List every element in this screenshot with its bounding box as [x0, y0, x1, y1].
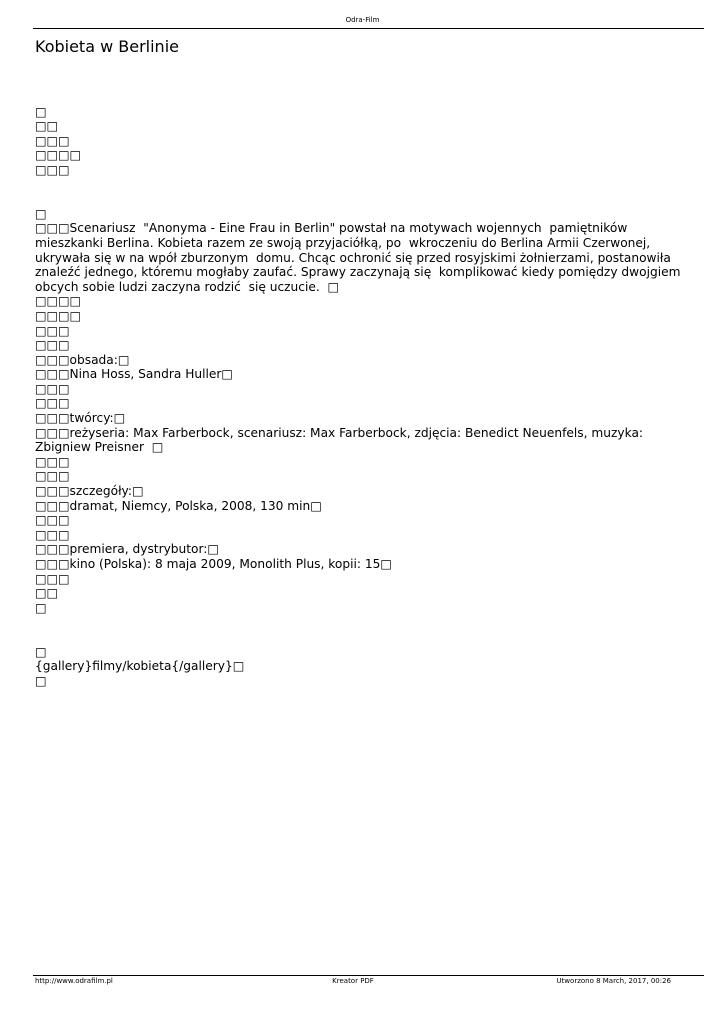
text-line	[35, 178, 690, 193]
text-line: □	[35, 600, 47, 615]
text-line: □□□	[35, 527, 70, 542]
text-line: □□□□	[35, 308, 82, 323]
text-line	[35, 192, 690, 207]
text-line: □	[35, 673, 47, 688]
header-rule	[33, 28, 704, 29]
footer-rule	[33, 975, 704, 976]
page-title: Kobieta w Berlinie	[35, 37, 179, 56]
text-line: □□□□	[35, 294, 82, 309]
text-line: □□□	[35, 162, 70, 177]
article-body	[35, 90, 690, 688]
text-line: □□□Nina Hoss, Sandra Huller□	[35, 367, 233, 382]
text-line: □□□	[35, 571, 70, 586]
text-line: □	[35, 644, 47, 659]
text-line: □□	[35, 119, 59, 134]
text-line: □□□Scenariusz "Anonyma - Eine Frau in Berlin" powstał na motywach wojennych pamiętników mieszkanki Berlina. Kobieta razem ze swoją przyjaciółką, po wkroczeniu do Berlina Armii Czerwonej, ukrywała się w na wpół zburzonym domu. Chcąc ochronić się przed rosyjskimi żołnierzami, postanowiła znaleźć jednego, któremu mogłaby zaufać. Sprawy zaczynają się komplikować kiedy pomiędzy dwojgiem obcych sobie ludzi zaczyna rodzić się uczucie. □	[35, 221, 685, 294]
text-line: □□□premiera, dystrybutor:□	[35, 542, 219, 557]
text-line: □□□kino (Polska): 8 maja 2009, Monolith Plus, kopii: 15□	[35, 557, 392, 571]
footer-generator: Kreator PDF	[332, 977, 374, 985]
text-line: □□□	[35, 469, 70, 484]
text-line: □□□	[35, 513, 70, 528]
header-site-name: Odra-Film	[345, 16, 380, 24]
text-line	[35, 90, 690, 105]
text-line: □□□reżyseria: Max Farberbock, scenariusz: Max Farberbock, zdjęcia: Benedict Neuenfels, muzyka: Zbigniew Preisner □	[35, 425, 647, 455]
text-line: □□□	[35, 133, 70, 148]
text-line	[35, 630, 690, 645]
footer	[35, 977, 671, 987]
text-line: □□□	[35, 454, 70, 469]
text-line: □□□□	[35, 148, 82, 163]
text-line: □□	[35, 586, 59, 601]
text-line: □□□dramat, Niemcy, Polska, 2008, 130 min□	[35, 498, 322, 513]
text-line: □□□obsada:□	[35, 352, 130, 367]
text-line	[35, 615, 690, 630]
text-line: □□□	[35, 396, 70, 411]
text-line: {gallery}filmy/kobieta{/gallery}□	[35, 659, 245, 674]
text-line: □□□	[35, 323, 70, 338]
text-line: □	[35, 104, 47, 119]
text-line: □	[35, 206, 47, 221]
footer-url[interactable]: http://www.odrafilm.pl	[35, 977, 113, 985]
text-line: □□□szczegóły:□	[35, 484, 144, 499]
text-line: □□□	[35, 338, 70, 353]
text-line: □□□	[35, 381, 70, 396]
text-line: □□□twórcy:□	[35, 411, 126, 426]
footer-created-date: Utworzono 8 March, 2017, 00:26	[556, 977, 671, 985]
